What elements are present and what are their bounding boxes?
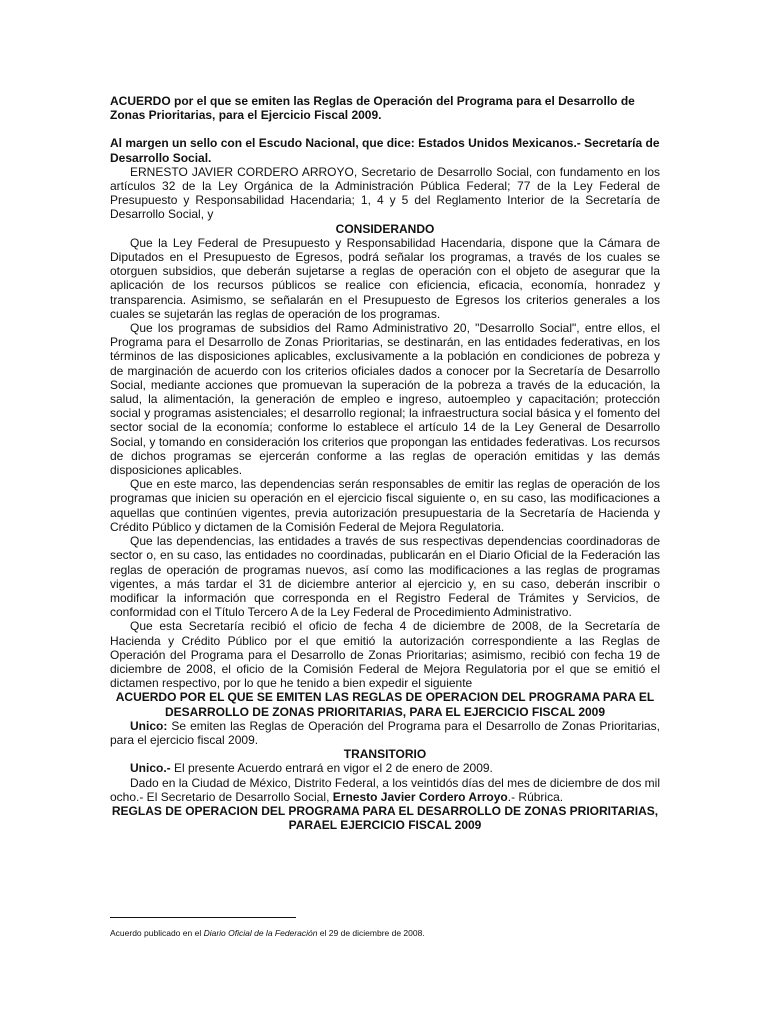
signature-name: Ernesto Javier Cordero Arroyo	[332, 789, 508, 804]
footnote-divider	[110, 917, 296, 918]
spacer	[110, 122, 660, 136]
unico-article	[110, 719, 660, 747]
footnote-suffix: el 29 de diciembre de 2008.	[317, 928, 425, 938]
acuerdo-heading-line2: DESARROLLO DE ZONAS PRIORITARIAS, PARA EL EJERCICIO FISCAL 2009	[164, 704, 606, 719]
considerando-paragraph: Que esta Secretaría recibió el oficio de fecha 4 de diciembre de 2008, de la Secretaría de Hacienda y Crédito Público por el que emitió la autorización correspondiente a las Reglas de Operación del Programa para el Desarrollo de Zonas Prioritarias; asimismo, recibió con fecha 19 de diciembre de 2008, el oficio de la Comisión Federal de Mejora Regulatoria por el que se emitió el dictamen respectivo, por lo que he tenido a bien expedir el siguiente	[110, 619, 660, 691]
considerando-heading: CONSIDERANDO	[335, 221, 435, 236]
reglas-heading: REGLAS DE OPERACION DEL PROGRAMA PARA EL DESARROLLO DE ZONAS PRIORITARIAS, PARAEL EJERCICIO FISCAL 2009	[111, 803, 659, 833]
signature-text: Dado en la Ciudad de México, Distrito Federal, a los veintidós días del mes de diciembre de dos mil ocho.- El Secretario de Desarrollo Social,	[110, 775, 660, 804]
footnote-prefix: Acuerdo publicado en el	[110, 928, 204, 938]
considerando-paragraph: Que en este marco, las dependencias serán responsables de emitir las reglas de operación de los programas que inicien su operación en el ejercicio fiscal siguiente o, en su caso, las modificaciones a aquellas que continúen vigentes, previa autorización presupuestaria de la Secretaría de Hacienda y Crédito Público y dictamen de la Comisión Federal de Mejora Regulatoria.	[110, 477, 660, 534]
footnote	[110, 928, 425, 939]
acuerdo-heading-line1: ACUERDO POR EL QUE SE EMITEN LAS REGLAS DE OPERACION DEL PROGRAMA PARA EL	[115, 690, 655, 705]
considerando-paragraph: Que la Ley Federal de Presupuesto y Responsabilidad Hacendaria, dispone que la Cámara de Diputados en el Presupuesto de Egresos, podrá señalar los programas, a través de los cuales se otorguen subsidios, que deberán sujetarse a reglas de operación con el objeto de asegurar que la aplicación de los recursos públicos se realice con eficiencia, eficacia, economía, honradez y transparencia. Asimismo, se señalarán en el Presupuesto de Egresos los criterios generales a los cuales se sujetarán las reglas de operación de los programas.	[110, 235, 660, 321]
intro-paragraph: ERNESTO JAVIER CORDERO ARROYO, Secretario de Desarrollo Social, con fundamento en los artículos 32 de la Ley Orgánica de la Administración Pública Federal; 77 de la Ley Federal de Presupuesto y Responsabilidad Hacendaria; 1, 4 y 5 del Reglamento Interior de la Secretaría de Desarrollo Social, y	[110, 164, 660, 222]
document-title: ACUERDO por el que se emiten las Reglas de Operación del Programa para el Desarrollo de Zonas Prioritarias, para el Ejercicio Fiscal 2009.	[110, 94, 635, 123]
signature-suffix: .- Rúbrica.	[507, 789, 564, 804]
margin-note: Al margen un sello con el Escudo Nacional, que dice: Estados Unidos Mexicanos.- Secretaría de Desarrollo Social.	[110, 136, 660, 165]
transitorio-heading: TRANSITORIO	[343, 747, 427, 762]
considerando-paragraph: Que los programas de subsidios del Ramo Administrativo 20, "Desarrollo Social", entre ellos, el Programa para el Desarrollo de Zonas Prioritarias, se destinarán, en las entidades federativas, en los términos de las disposiciones aplicables, exclusivamente a la población en condiciones de pobreza y de marginación de acuerdo con los criterios oficiales dados a conocer por la Secretaría de Desarrollo Social, mediante acciones que promuevan la superación de la pobreza a través de la educación, la salud, la alimentación, la generación de empleo e ingreso, autoempleo y capacitación; protección social y programas asistenciales; el desarrollo regional; la infraestructura social básica y el fomento del sector social de la economía; conforme lo establece el artículo 14 de la Ley General de Desarrollo Social, y tomando en consideración los criterios que propongan las entidades federativas. Los recursos de dichos programas se ejercerán conforme a las reglas de operación emitidas y las demás disposiciones aplicables.	[110, 321, 660, 478]
footnote-source: Diario Oficial de la Federación	[203, 928, 318, 938]
document-body	[110, 94, 660, 832]
signature-paragraph	[110, 776, 660, 804]
transitorio-label: Unico.-	[130, 761, 171, 776]
transitorio-article	[110, 761, 660, 775]
considerando-paragraph: Que las dependencias, las entidades a través de sus respectivas dependencias coordinadoras de sector o, en su caso, las entidades no coordinadas, publicarán en el Diario Oficial de la Federación las reglas de operación de programas nuevos, así como las modificaciones a las reglas de programas vigentes, a más tardar el 31 de diciembre anterior al ejercicio y, en su caso, deberán inscribir o modificar la información que corresponda en el Registro Federal de Trámites y Servicios, de conformidad con el Título Tercero A de la Ley Federal de Procedimiento Administrativo.	[110, 534, 660, 620]
transitorio-text: El presente Acuerdo entrará en vigor el 2 de enero de 2009.	[170, 761, 493, 776]
unico-label: Unico:	[130, 718, 168, 733]
unico-text: Se emiten las Reglas de Operación del Programa para el Desarrollo de Zonas Prioritarias, para el ejercicio fiscal 2009.	[110, 718, 660, 747]
